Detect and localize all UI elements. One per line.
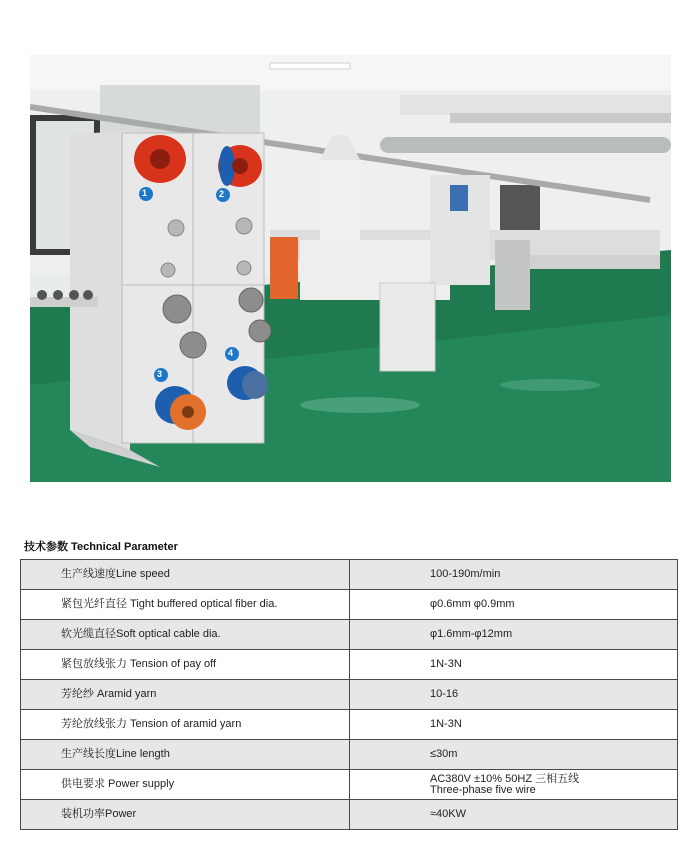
parameter-label: 装机功率Power (21, 800, 350, 830)
parameter-value (350, 620, 678, 650)
parameter-table-body (21, 560, 678, 830)
parameter-value-line: 100-190m/min (430, 568, 501, 580)
table-row (21, 740, 678, 770)
parameter-value-line: ≤30m (430, 748, 458, 760)
parameter-value (350, 680, 678, 710)
parameter-label: 生产线长度Line length (21, 740, 350, 770)
parameter-value (350, 590, 678, 620)
parameter-value-line: 10-16 (430, 688, 459, 700)
parameter-value (350, 770, 678, 800)
parameter-value (350, 740, 678, 770)
table-row (21, 650, 678, 680)
parameter-value-line: AC380V ±10% 50HZ 三相五线 (430, 772, 580, 785)
production-line-photo (30, 55, 671, 482)
parameter-label: 芳纶放线张力 Tension of aramid yarn (21, 710, 350, 740)
parameter-value (350, 710, 678, 740)
parameter-value-line: φ0.6mm φ0.9mm (430, 598, 515, 610)
table-row (21, 560, 678, 590)
parameter-label: 紧包放线张力 Tension of pay off (21, 650, 350, 680)
table-row (21, 620, 678, 650)
parameter-label: 生产线速度Line speed (21, 560, 350, 590)
spool-red-1 (134, 135, 186, 183)
station-label-1: 1 (142, 188, 148, 198)
table-row (21, 800, 678, 830)
parameter-value-line: φ1.6mm-φ12mm (430, 628, 513, 640)
table-row (21, 590, 678, 620)
table-row (21, 710, 678, 740)
spool-red-2 (218, 145, 262, 187)
station-label-2: 2 (219, 189, 225, 199)
station-label-3: 3 (157, 369, 163, 379)
parameter-value (350, 560, 678, 590)
table-row (21, 770, 678, 800)
parameter-label: 软光缆直径Soft optical cable dia. (21, 620, 350, 650)
parameter-label: 紧包光纤直径 Tight buffered optical fiber dia. (21, 590, 350, 620)
technical-parameter-table (20, 559, 678, 830)
parameter-value (350, 800, 678, 830)
section-title: 技术参数 Technical Parameter (24, 541, 178, 553)
parameter-value-line: ≈40KW (430, 808, 466, 820)
parameter-value-line: 1N-3N (430, 658, 462, 670)
parameter-label: 芳纶纱 Aramid yarn (21, 680, 350, 710)
parameter-value-line: Three-phase five wire (430, 783, 536, 796)
parameter-value (350, 650, 678, 680)
parameter-value-line: 1N-3N (430, 718, 462, 730)
parameter-label: 供电要求 Power supply (21, 770, 350, 800)
table-row (21, 680, 678, 710)
station-label-4: 4 (228, 348, 234, 358)
